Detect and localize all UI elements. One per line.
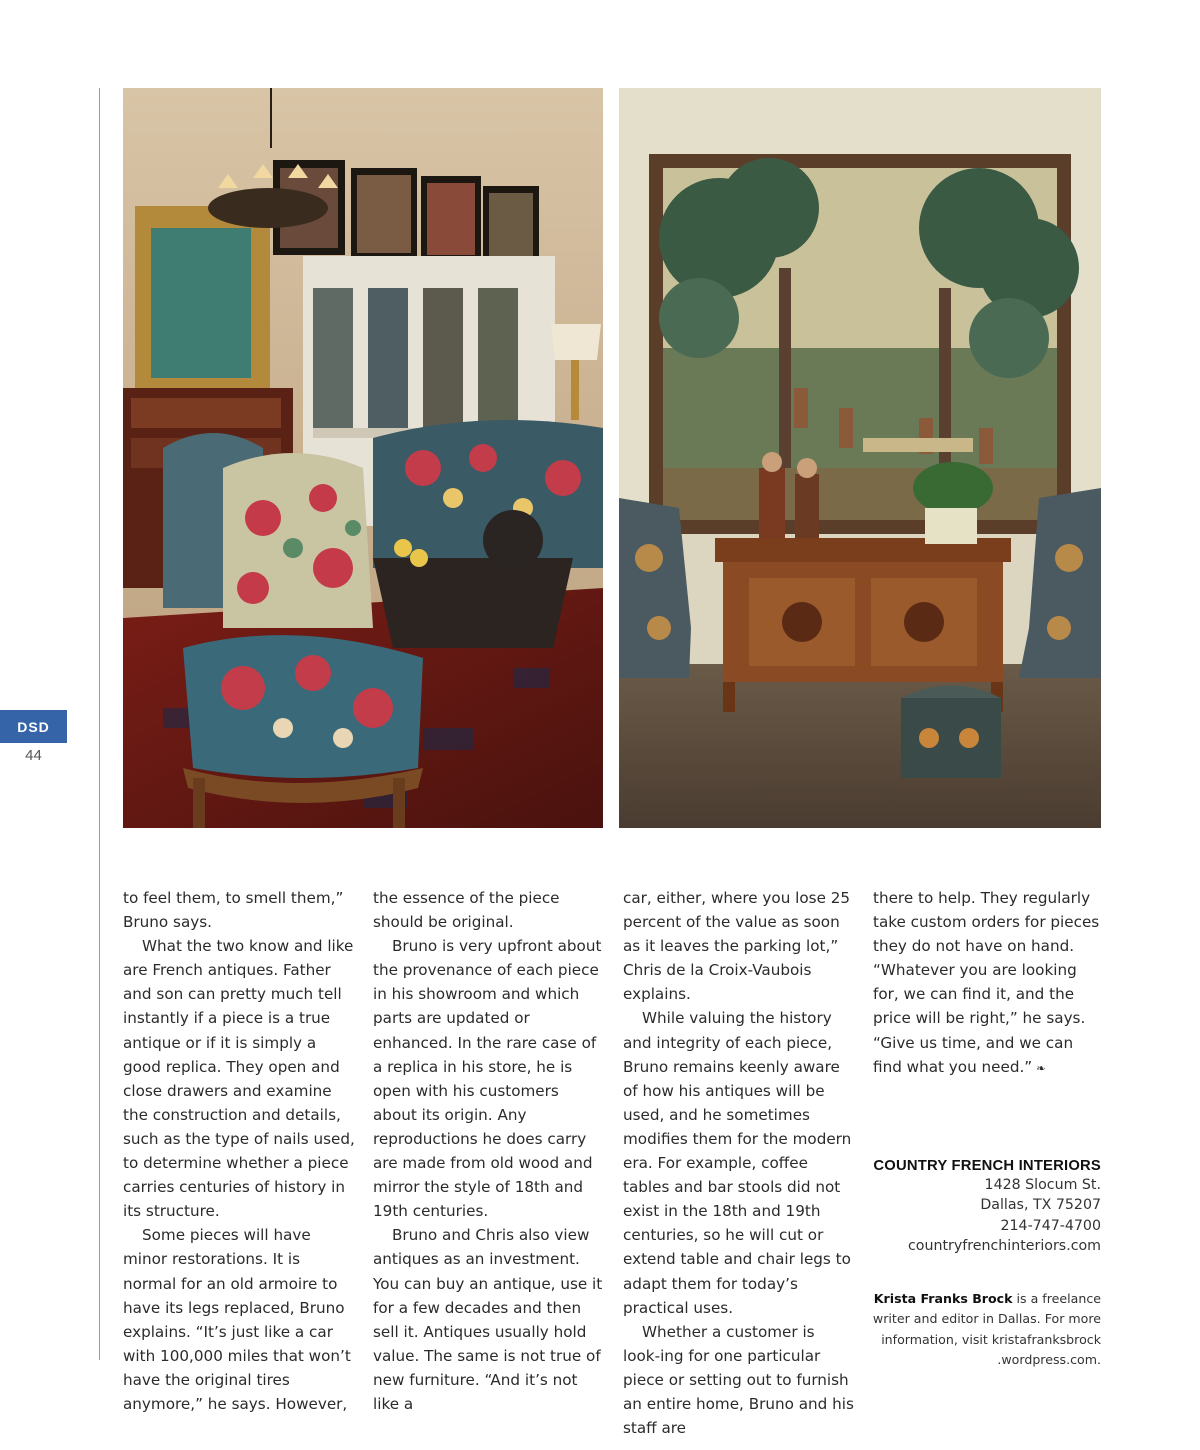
text-column-2 [373, 886, 605, 1416]
showroom-image [123, 88, 603, 828]
end-mark-icon: ❧ [1036, 1061, 1046, 1075]
paragraph: to feel them, to smell them,” Bruno says. [123, 889, 344, 932]
tapestry-image [619, 88, 1101, 828]
business-city: Dallas, TX 75207 [980, 1197, 1101, 1214]
text-column-4 [873, 886, 1101, 1081]
paragraph: Bruno is very upfront about the provenance of each piece in his showroom and which parts are updated or enhanced. In the rare case of a replica in his store, he is open with his customers about its origin. Any reproductions he does carry are made from old wood and mirror the style of 18th and 19th centuries. [373, 937, 602, 1221]
paragraph [873, 886, 1101, 1081]
photo-showroom [123, 88, 603, 828]
business-phone: 214-747-4700 [1000, 1217, 1101, 1234]
paragraph: Whether a customer is look-ing for one particular piece or setting out to furnish an entire home, Bruno and his staff are [623, 1322, 854, 1438]
text-column-3 [623, 886, 855, 1440]
author-bio-text: is a freelance writer and editor in Dallas. For more information, visit kristafranksbrock .wordpress.com. [872, 1291, 1101, 1368]
photo-tapestry [619, 88, 1101, 828]
paragraph: Bruno and Chris also view antiques as an investment. You can buy an antique, use it for a few decades and then sell it. Antiques usually hold value. The same is not true of new furniture. “And it’s not like a [373, 1226, 603, 1413]
business-street: 1428 Slocum St. [984, 1177, 1101, 1193]
section-tab: DSD [0, 710, 67, 743]
business-name: COUNTRY FRENCH INTERIORS [873, 1158, 1101, 1174]
paragraph: the essence of the piece should be original. [373, 889, 560, 932]
paragraph: While valuing the history and integrity of each piece, Bruno remains keenly aware of how his antiques will be used, and he sometimes modifies them for the modern era. For example, coffee tables and bar stools did not exist in the 18th and 19th centuries, so he will cut or extend table and chair legs to adapt them for today’s practical uses. [623, 1009, 852, 1317]
business-website[interactable]: countryfrenchinteriors.com [908, 1237, 1101, 1254]
author-bio [861, 1289, 1101, 1371]
margin-rule [99, 88, 100, 1360]
paragraph: What the two know and like are French antiques. Father and son can pretty much tell instantly if a piece is a true antique or if it is simply a good replica. They open and close drawers and examine the construction and details, such as the type of nails used, to determine whether a piece carries centuries of history in its structure. [123, 937, 355, 1221]
paragraph-text: there to help. They regularly take custom orders for pieces they do not have on hand. “Whatever you are looking for, we can find it, and the price will be right,” he says. “Give us time, and we can find what you need.” [873, 889, 1100, 1076]
business-info [841, 1157, 1101, 1256]
text-column-1 [123, 886, 355, 1416]
paragraph: car, either, where you lose 25 percent of the value as soon as it leaves the parking lot,” Chris de la Croix-Vaubois explains. [623, 889, 851, 1004]
paragraph: Some pieces will have minor restorations. It is normal for an old armoire to have its legs replaced, Bruno explains. “It’s just like a car with 100,000 miles that won’t have the original tires anymore,” he says. However, [123, 1226, 351, 1413]
page-number: 44 [25, 747, 42, 764]
author-name: Krista Franks Brock [873, 1291, 1013, 1306]
